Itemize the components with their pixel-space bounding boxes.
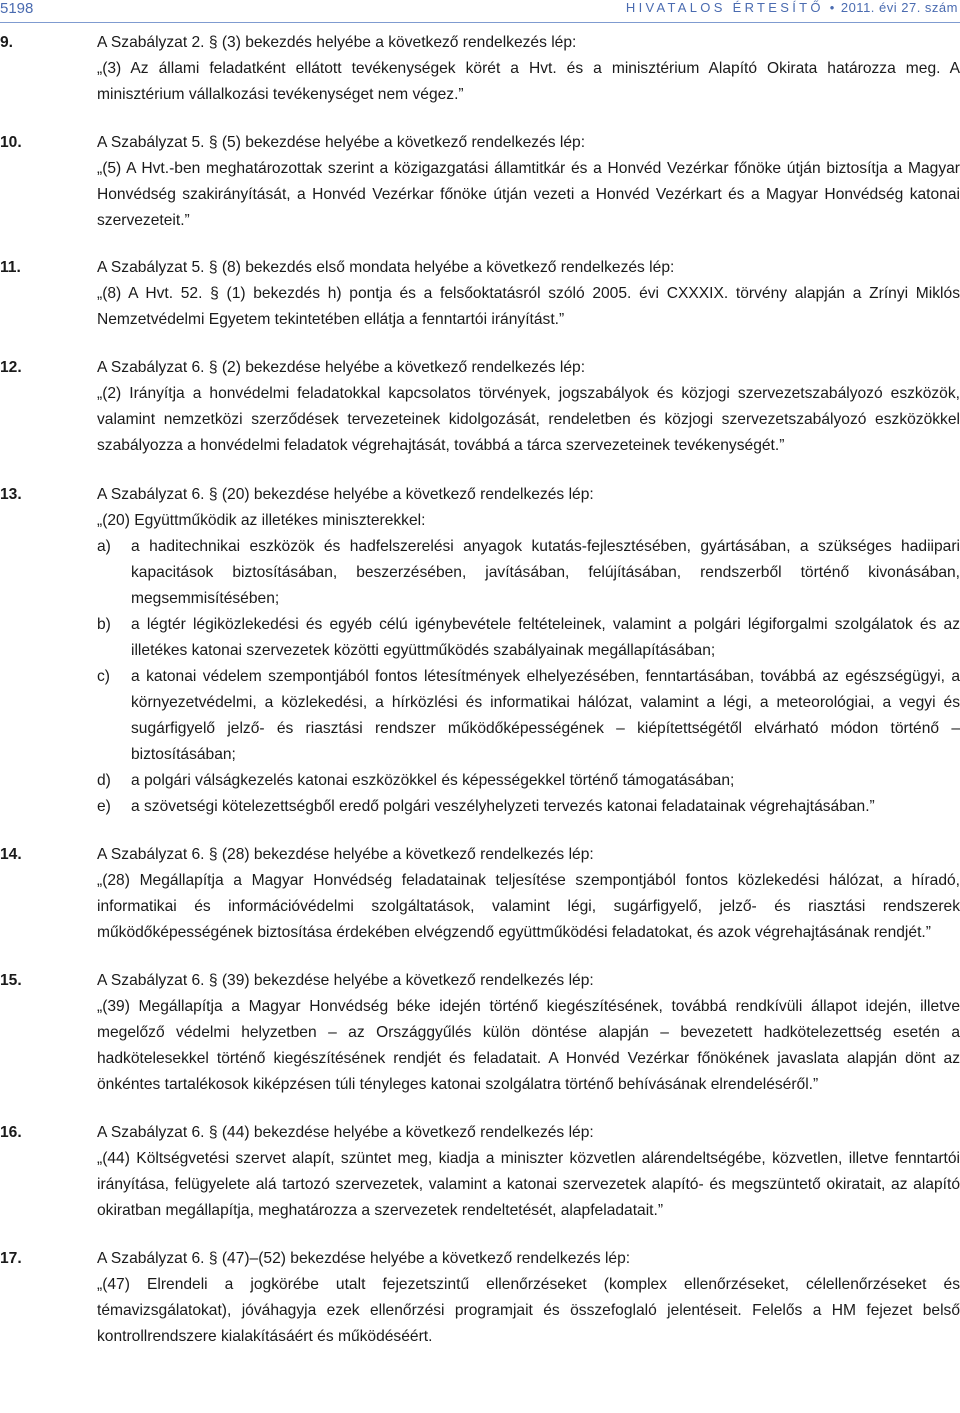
amendment-intro: A Szabályzat 6. § (28) bekezdése helyébe a következő rendelkezés lép: (97, 846, 594, 863)
issue-label: 2011. évi 27. szám (840, 0, 958, 15)
amendment-14 (0, 842, 960, 946)
amendment-text: „(47) Elrendeli a jogkörébe utalt fejezetszintű ellenőrzéseket (komplex ellenőrzéseket, célellenőrzéseket és témavizsgálatokat), jóváhagyja ezek ellenőrzési programjait és összefoglaló jelentéseit. Felelős a HM fejezet belső kontrollrendszere kialakításáért és működéséért. (97, 1276, 960, 1345)
item-letter: a) (97, 538, 111, 555)
amendment-text: „(8) A Hvt. 52. § (1) bekezdés h) pontja és a felsőoktatásról szóló 2005. évi CXXXIX. törvény alapján a Zrínyi Miklós Nemzetvédelmi Egyetem tekintetében ellátja a fenntartói irányítást.” (97, 285, 960, 328)
item-text: a polgári válságkezelés katonai eszközökkel és képességekkel történő támogatásában; (131, 772, 735, 789)
item-text: a katonai védelem szempontjából fontos létesítmények elhelyezésében, fenntartásában, továbbá az egészségügyi, a környezetvédelmi, a közlekedési, a hírközlési és informatikai hálózat, valamint a légi, a meteorológiai, a vegyi és sugárfigyelő jelző- és riasztási rendszer működőképességének – kiépítettségétől elvárható módon történő – biztosításában; (131, 668, 960, 763)
amendment-17 (0, 1246, 960, 1350)
amendment-lead: „(20) Együttműködik az illetékes miniszterekkel: (97, 512, 426, 529)
amendment-intro: A Szabályzat 6. § (2) bekezdése helyébe a következő rendelkezés lép: (97, 359, 586, 376)
header-divider (0, 22, 960, 23)
page-header (0, 0, 960, 22)
amendment-number: 11. (0, 259, 21, 276)
journal-name: HIVATALOS ÉRTESÍTŐ (625, 0, 824, 15)
item-letter: c) (97, 668, 110, 685)
amendment-text: „(2) Irányítja a honvédelmi feladatokkal kapcsolatos törvények, jogszabályok és közjogi szervezetszabályozó eszközök, valamint nemzetközi szerződések tervezeteinek kidolgozását, rendeletben és közjogi szervezetszabályozó eszközökkel szabályozza a honvédelmi feladatok végrehajtását, továbbá a tárca szervezeteinek tevékenységét.” (97, 385, 960, 454)
amendment-number: 13. (0, 486, 22, 503)
page-number: 5198 (0, 0, 34, 17)
amendment-number: 10. (0, 134, 22, 151)
item-letter: b) (97, 616, 111, 633)
document-body (0, 30, 960, 1350)
amendment-intro: A Szabályzat 6. § (44) bekezdése helyébe a következő rendelkezés lép: (97, 1124, 594, 1141)
item-list (97, 534, 960, 820)
amendment-text: „(39) Megállapítja a Magyar Honvédség béke idején történő kiegészítésének, továbbá rendkívüli állapot idején, illetve megelőző védelmi helyzetben – az Országgyűlés külön döntése alapján – bevezetett hadkötelezettség esetén a hadkötelesekkel történő kiegészítésének rendjét és feladatait. A Honvéd Vezérkar főnökének javaslata alapján dönt az önkéntes tartalékosok kiképzésen túli tényleges katonai szolgálatra történő behívásának elrendeléséről.” (97, 998, 960, 1093)
amendment-11 (0, 255, 960, 333)
item-letter: e) (97, 798, 111, 815)
amendment-text: „(28) Megállapítja a Magyar Honvédség feladatainak teljesítése szempontjából fontos közlekedési hálózat, a híradó, informatikai és információvédelmi szolgáltatások, valamint légi, sugárfigyelő, jelző- és riasztási rendszerek működőképességének biztosítása érdekében elvégzendő együttműködési feladatokat, és azok végrehajtásának rendjét.” (97, 872, 960, 941)
amendment-number: 12. (0, 359, 22, 376)
amendment-intro: A Szabályzat 6. § (20) bekezdése helyébe a következő rendelkezés lép: (97, 486, 594, 503)
amendment-number: 15. (0, 972, 22, 989)
amendment-intro: A Szabályzat 5. § (8) bekezdés első mondata helyébe a következő rendelkezés lép: (97, 259, 675, 276)
amendment-13 (0, 482, 960, 820)
item-text: a légtér légiközlekedési és egyéb célú igénybevétele feltételeinek, valamint a polgári légiforgalmi szolgálatok és az illetékes katonai szervezetek közötti együttműködés szabályainak megállapításában; (131, 616, 960, 659)
amendment-number: 9. (0, 34, 14, 51)
amendment-number: 17. (0, 1250, 22, 1267)
bullet-separator-icon: • (829, 0, 835, 15)
amendment-text: „(5) A Hvt.-ben meghatározottak szerint a közigazgatási államtitkár és a Honvéd Vezérkar főnöke útján biztosítja a Magyar Honvédség szakirányítását, a Honvéd Vezérkar főnöke útján vezeti a Honvéd Vezérkart és a Magyar Honvédség katonai szervezeteit.” (97, 160, 960, 229)
amendment-intro: A Szabályzat 5. § (5) bekezdése helyébe a következő rendelkezés lép: (97, 134, 586, 151)
amendment-text: „(44) Költségvetési szervet alapít, szüntet meg, kiadja a miniszter közvetlen alárendeltségébe, közvetlen, illetve fenntartói irányítása, felügyelete alá tartozó szervezetek, valamint a katonai szervezetek alapító- és megszüntető okiratait, az alapító okiratban megállapítja, meghatározza a szervezetek rendeltetését, alapfeladatait.” (97, 1150, 960, 1219)
list-item (97, 534, 960, 612)
amendment-10 (0, 130, 960, 234)
list-item (97, 794, 960, 820)
amendment-16 (0, 1120, 960, 1224)
list-item (97, 664, 960, 768)
item-text: a szövetségi kötelezettségből eredő polgári veszélyhelyzeti tervezés katonai feladatainak végrehajtásában.” (131, 798, 875, 815)
journal-title (626, 0, 958, 15)
amendment-intro: A Szabályzat 6. § (47)–(52) bekezdése helyébe a következő rendelkezés lép: (97, 1250, 631, 1267)
list-item (97, 768, 960, 794)
item-text: a haditechnikai eszközök és hadfelszerelési anyagok kutatás-fejlesztésében, gyártásában, a szükséges hadiipari kapacitások biztosításában, beszerzésében, javításában, felújításában, rendszerből történő kivonásában, megsemmisítésében; (131, 538, 960, 607)
amendment-number: 16. (0, 1124, 22, 1141)
item-letter: d) (97, 772, 111, 789)
amendment-intro: A Szabályzat 2. § (3) bekezdés helyébe a következő rendelkezés lép: (97, 34, 577, 51)
amendment-12 (0, 355, 960, 459)
amendment-intro: A Szabályzat 6. § (39) bekezdése helyébe a következő rendelkezés lép: (97, 972, 594, 989)
list-item (97, 612, 960, 664)
amendment-9 (0, 30, 960, 108)
amendment-text: „(3) Az állami feladatként ellátott tevékenységek körét a Hvt. és a minisztérium Alapító Okirata határozza meg. A minisztérium vállalkozási tevékenységet nem végez.” (97, 60, 960, 103)
amendment-15 (0, 968, 960, 1098)
amendment-number: 14. (0, 846, 22, 863)
